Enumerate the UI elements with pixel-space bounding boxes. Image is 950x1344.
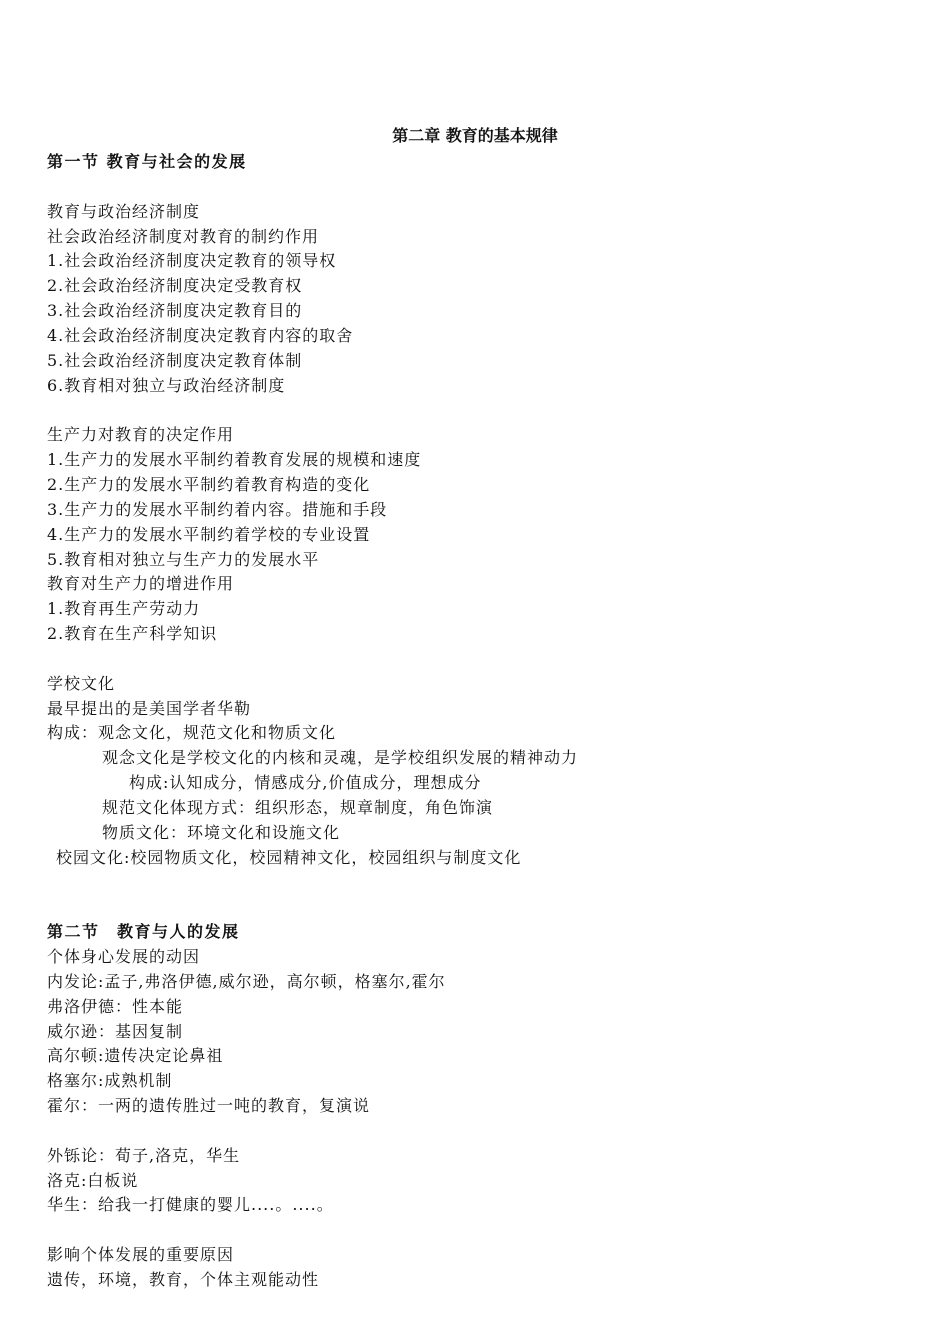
subtopic-title: 社会政治经济制度对教育的制约作用 bbox=[47, 226, 320, 246]
spacer bbox=[47, 175, 907, 200]
spacer bbox=[47, 870, 907, 895]
text-line: 构成：观念文化，规范文化和物质文化 bbox=[47, 723, 337, 743]
indented-line: 观念文化是学校文化的内核和灵魂，是学校组织发展的精神动力 bbox=[102, 748, 579, 768]
text-line: 高尔顿:遗传决定论鼻祖 bbox=[47, 1046, 224, 1066]
subtopic-title: 教育对生产力的增进作用 bbox=[47, 574, 235, 594]
spacer bbox=[47, 647, 907, 672]
spacer bbox=[47, 1119, 907, 1144]
document-body bbox=[47, 150, 907, 1293]
list-item: 6.教育相对独立与政治经济制度 bbox=[47, 375, 286, 395]
list-item: 2.教育在生产科学知识 bbox=[47, 624, 218, 644]
section-heading: 第二节 教育与人的发展 bbox=[47, 922, 240, 942]
chapter-title: 第二章 教育的基本规律 bbox=[392, 126, 558, 145]
list-item: 3.社会政治经济制度决定教育目的 bbox=[47, 301, 303, 321]
section-heading: 第一节 教育与社会的发展 bbox=[47, 152, 247, 171]
list-item: 4.生产力的发展水平制约着学校的专业设置 bbox=[47, 524, 371, 544]
text-line: 威尔逊：基因复制 bbox=[47, 1021, 184, 1041]
list-item: 3.生产力的发展水平制约着内容。措施和手段 bbox=[47, 499, 388, 519]
list-item: 1.教育再生产劳动力 bbox=[47, 599, 201, 619]
list-item: 1.社会政治经济制度决定教育的领导权 bbox=[47, 251, 337, 271]
indented-line: 校园文化:校园物质文化，校园精神文化，校园组织与制度文化 bbox=[56, 847, 522, 867]
list-item: 4.社会政治经济制度决定教育内容的取舍 bbox=[47, 325, 354, 345]
text-line: 遗传，环境，教育，个体主观能动性 bbox=[47, 1269, 320, 1289]
indented-line: 物质文化：环境文化和设施文化 bbox=[102, 822, 341, 842]
text-line: 华生：给我一打健康的婴儿....。....。 bbox=[47, 1195, 334, 1215]
spacer bbox=[47, 895, 907, 920]
text-line: 内发论:孟子,弗洛伊德,威尔逊，高尔顿，格塞尔,霍尔 bbox=[47, 971, 446, 991]
list-item: 2.生产力的发展水平制约着教育构造的变化 bbox=[47, 474, 371, 494]
topic-title: 影响个体发展的重要原因 bbox=[47, 1245, 235, 1265]
spacer bbox=[47, 398, 907, 423]
text-line: 弗洛伊德：性本能 bbox=[47, 996, 184, 1016]
topic-title: 教育与政治经济制度 bbox=[47, 201, 201, 221]
text-line: 最早提出的是美国学者华勒 bbox=[47, 698, 252, 718]
text-line: 洛克:白板说 bbox=[47, 1170, 139, 1190]
text-line: 格塞尔:成熟机制 bbox=[47, 1071, 173, 1091]
list-item: 2.社会政治经济制度决定受教育权 bbox=[47, 276, 303, 296]
topic-title: 个体身心发展的动因 bbox=[47, 947, 201, 966]
spacer bbox=[47, 1218, 907, 1243]
list-item: 1.生产力的发展水平制约着教育发展的规模和速度 bbox=[47, 450, 422, 470]
list-item: 5.教育相对独立与生产力的发展水平 bbox=[47, 549, 320, 569]
indented-line: 构成:认知成分，情感成分,价值成分，理想成分 bbox=[129, 773, 482, 793]
topic-title: 生产力对教育的决定作用 bbox=[47, 425, 235, 445]
text-line: 霍尔：一两的遗传胜过一吨的教育，复演说 bbox=[47, 1096, 371, 1116]
indented-line: 规范文化体现方式：组织形态，规章制度，角色饰演 bbox=[102, 797, 494, 817]
list-item: 5.社会政治经济制度决定教育体制 bbox=[47, 350, 303, 370]
text-line: 外铄论：荀子,洛克，华生 bbox=[47, 1145, 241, 1165]
topic-title: 学校文化 bbox=[47, 673, 116, 693]
